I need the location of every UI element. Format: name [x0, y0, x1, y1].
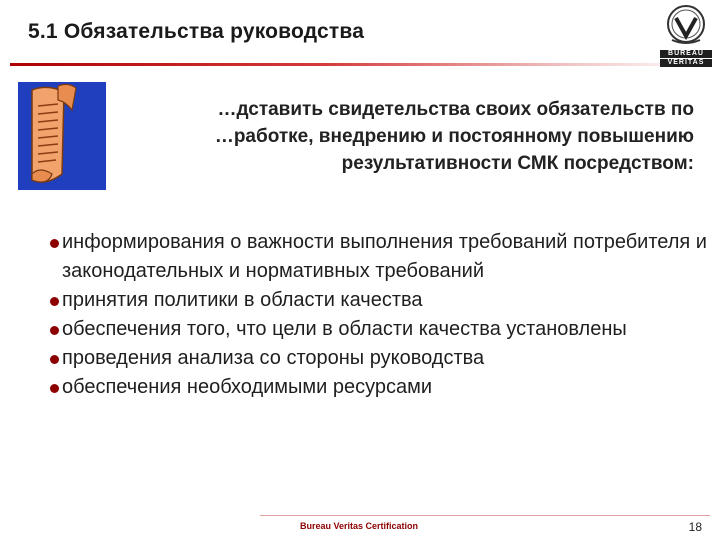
seal-icon	[666, 4, 706, 48]
footer-divider	[260, 515, 710, 516]
bullet-dot-icon	[50, 297, 59, 306]
logo-text-bureau: BUREAU	[660, 50, 712, 58]
lead-paragraph	[82, 96, 694, 177]
footer-brand: Bureau Veritas Certification	[300, 521, 419, 531]
lead-line-3: результативности СМК посредством:	[341, 153, 694, 174]
bullet-dot-icon	[50, 355, 59, 364]
page-number: 18	[688, 520, 702, 534]
bureau-veritas-logo	[660, 4, 712, 66]
list-item	[18, 373, 708, 402]
list-item	[18, 315, 708, 344]
list-item-text: проведения анализа со стороны руководства	[62, 347, 485, 369]
list-item-text: информирования о важности выполнения требований потребителя и законодательных и нормативных требований	[62, 231, 707, 282]
list-item-text: обеспечения необходимыми ресурсами	[62, 376, 433, 398]
lead-line-2: …работке, внедрению и постоянному повышению	[214, 126, 694, 147]
title-divider	[10, 63, 710, 66]
logo-text-veritas: VERITAS	[660, 59, 712, 67]
list-item	[18, 228, 708, 286]
page-title: 5.1 Обязательства руководства	[28, 20, 365, 43]
list-item-text: обеспечения того, что цели в области качества установлены	[62, 318, 627, 340]
list-item	[18, 286, 708, 315]
bullet-dot-icon	[50, 384, 59, 393]
list-item	[18, 344, 708, 373]
bullet-dot-icon	[50, 239, 59, 248]
bullet-dot-icon	[50, 326, 59, 335]
bullet-list	[18, 228, 708, 402]
lead-line-1: …дставить свидетельства своих обязательств по	[217, 99, 694, 120]
list-item-text: принятия политики в области качества	[62, 289, 423, 311]
